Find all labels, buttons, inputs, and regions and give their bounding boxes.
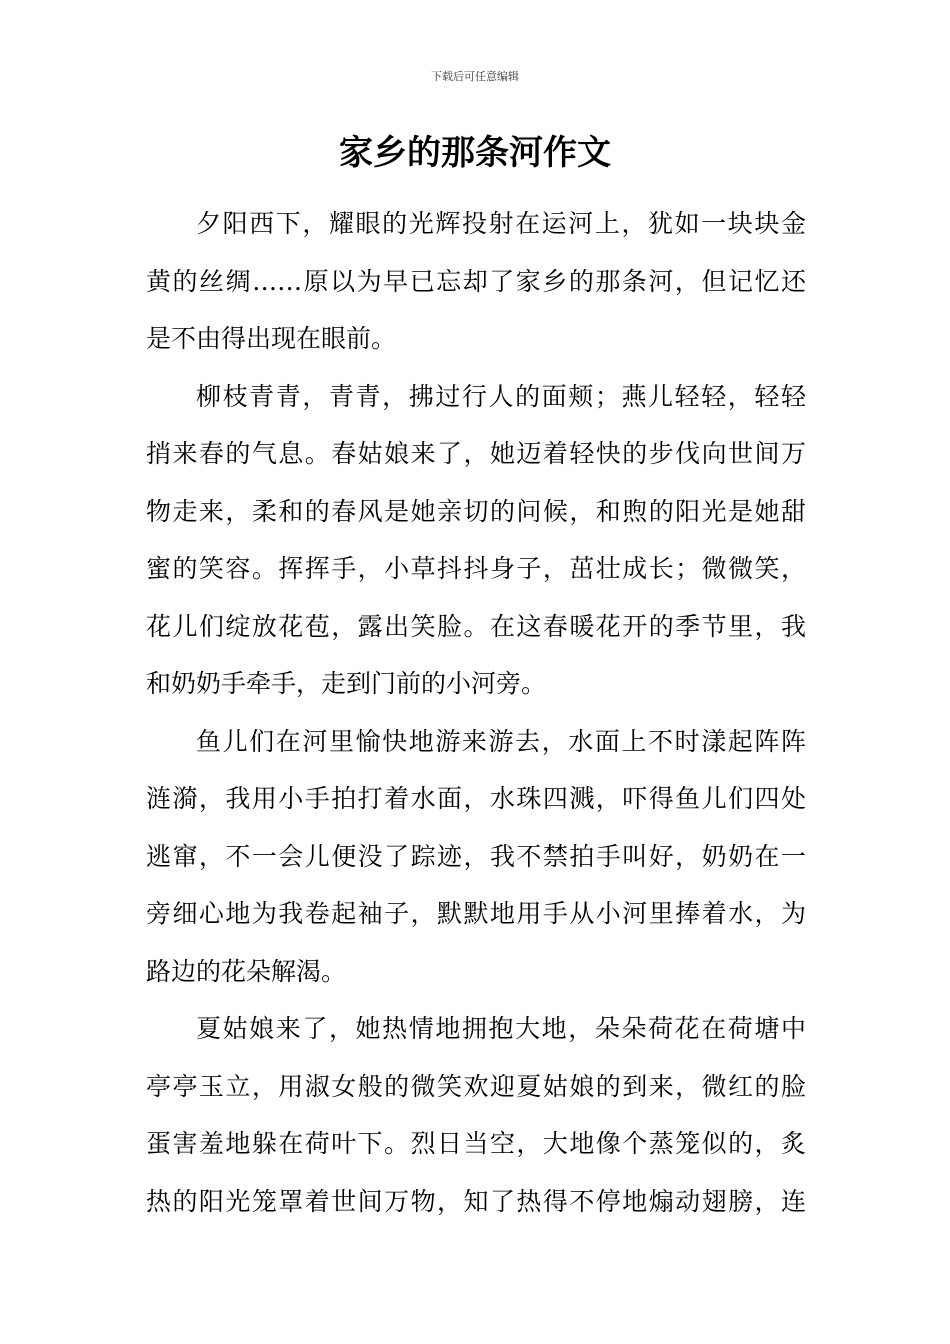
paragraph-3-line-3: 逃窜，不一会儿便没了踪迹，我不禁拍手叫好，奶奶在一 <box>146 841 806 871</box>
paragraph-2-line-5: 花儿们绽放花苞，露出笑脸。在这春暖花开的季节里，我 <box>146 611 806 641</box>
paragraph-2-line-3: 物走来，柔和的春风是她亲切的问候，和煦的阳光是她甜 <box>146 496 806 526</box>
paragraph-2-line-4: 蜜的笑容。挥挥手，小草抖抖身子，茁壮成长；微微笑， <box>146 554 806 583</box>
paragraph-1-line-3: 是不由得出现在眼前。 <box>146 324 397 353</box>
paragraph-3-line-1: 鱼儿们在河里愉快地游来游去，水面上不时漾起阵阵 <box>196 726 806 756</box>
document-body <box>146 195 806 1230</box>
paragraph-4-line-2: 亭亭玉立，用淑女般的微笑欢迎夏姑娘的到来，微红的脸 <box>146 1071 806 1101</box>
paragraph-4-line-1: 夏姑娘来了，她热情地拥抱大地，朵朵荷花在荷塘中 <box>196 1014 806 1043</box>
paragraph-1-line-1: 夕阳西下，耀眼的光辉投射在运河上，犹如一块块金 <box>196 209 806 238</box>
paragraph-3-line-4: 旁细心地为我卷起袖子，默默地用手从小河里捧着水，为 <box>146 899 806 928</box>
paragraph-3-line-2: 涟漪，我用小手拍打着水面，水珠四溅，吓得鱼儿们四处 <box>146 784 806 813</box>
paragraph-3-line-5: 路边的花朵解渴。 <box>146 956 347 986</box>
paragraph-4-line-4: 热的阳光笼罩着世间万物，知了热得不停地煽动翅膀，连 <box>146 1186 806 1216</box>
document-title: 家乡的那条河作文 <box>339 133 611 173</box>
paragraph-2-line-1: 柳枝青青，青青，拂过行人的面颊；燕儿轻轻，轻轻 <box>196 381 806 411</box>
paragraph-4-line-3: 蛋害羞地躲在荷叶下。烈日当空，大地像个蒸笼似的，炙 <box>146 1129 806 1158</box>
paragraph-1-line-2: 黄的丝绸……原以为早已忘却了家乡的那条河，但记忆还 <box>146 266 806 296</box>
paragraph-2-line-2: 捎来春的气息。春姑娘来了，她迈着轻快的步伐向世间万 <box>146 439 806 468</box>
header-note: 下载后可任意编辑 <box>431 70 519 83</box>
paragraph-2-line-6: 和奶奶手牵手，走到门前的小河旁。 <box>146 669 547 698</box>
